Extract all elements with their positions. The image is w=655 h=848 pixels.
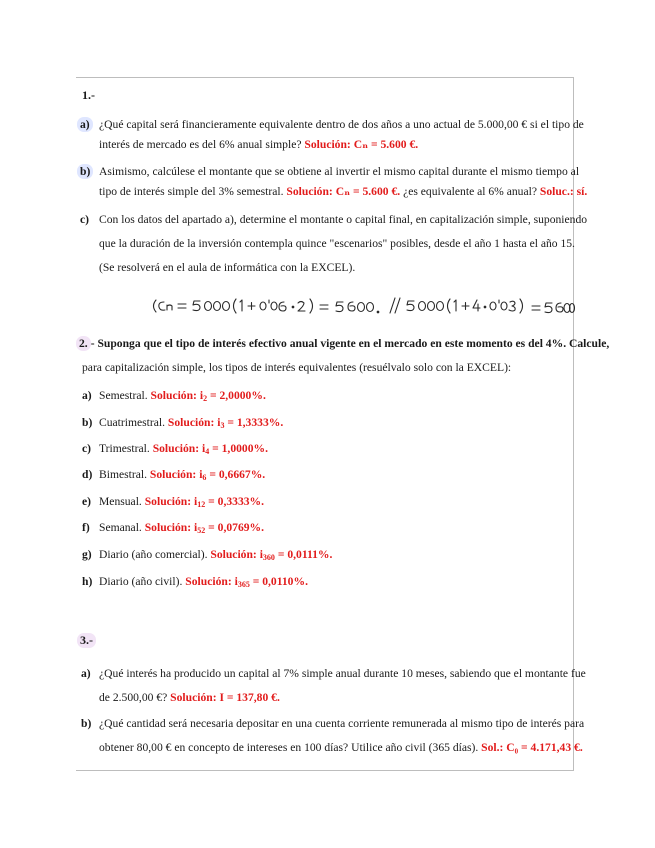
ex1-c-line3: (Se resolverá en el aula de informática con la EXCEL). (99, 261, 356, 274)
ex2-item-solution-label: Solución: (210, 548, 257, 561)
ex1-a-line1: ¿Qué capital será financieramente equivalente dentro de dos años a uno actual de 5.000,00 € si el tipo de (99, 118, 584, 131)
ex2-item-letter: h) (82, 575, 93, 588)
ex3-a-line2 (99, 690, 280, 705)
ex2-item-value: = 0,0110%. (252, 575, 308, 588)
ex2-item-variable: i (194, 495, 198, 508)
ex2-item-letter: g) (82, 548, 92, 561)
ex2-item-value: = 0,0111%. (277, 548, 333, 561)
exercise-2-number: 2. (76, 336, 91, 351)
ex3-b-line1: ¿Qué cantidad será necesaria depositar en una cuenta corriente remunerada al mismo tipo de interés para (99, 717, 585, 730)
ex2-item (82, 415, 283, 433)
ex2-item (82, 388, 266, 406)
ex2-item-value: = 2,0000%. (209, 389, 266, 402)
exercise-3-marker: 3.- (77, 633, 96, 648)
ex2-item-label: Diario (año comercial). (99, 548, 208, 561)
ex1-b-solution: Solución: Cₙ = 5.600 €. (286, 185, 401, 198)
ex1-c-line1: Con los datos del apartado a), determine el montante o capital final, en capitalización simple, suponiendo (99, 213, 588, 226)
ex2-item-value: = 1,3333%. (227, 416, 284, 429)
ex2-intro-text: - Suponga que el tipo de interés efectivo anual vigente en el mercado en este momento es del 4%. Calcule, (90, 337, 610, 350)
ex2-item-solution (151, 389, 266, 402)
ex2-item-variable: i (199, 389, 204, 402)
ex1-a-question-end: interés de mercado es del 6% anual simple? (99, 138, 302, 151)
ex2-item-subscript: 6 (202, 473, 207, 482)
ex2-intro-line1 (79, 336, 609, 351)
ex1-b-question-end: tipo de interés simple del 3% semestral. (99, 185, 284, 198)
ex1-b-line2 (99, 184, 587, 199)
ex3-b-letter: b) (81, 717, 92, 730)
ex1-b-question2: ¿es equivalente al 6% anual? (403, 185, 537, 198)
ex2-item-letter: f) (82, 521, 90, 534)
ex2-item-subscript: 4 (205, 447, 210, 456)
ex2-item-subscript: 2 (203, 394, 208, 403)
ex2-item-label: Cuatrimestral. (99, 416, 166, 429)
ex1-b-line1: Asimismo, calcúlese el montante que se obtiene al invertir el mismo capital durante el mismo tiempo al (99, 165, 580, 178)
ex2-item-value: = 0,0769%. (208, 521, 265, 534)
ex2-item-letter: b) (82, 416, 93, 429)
ex2-item (82, 520, 264, 538)
ex2-item-value: = 1,0000%. (212, 442, 269, 455)
ex3-a-question-end: de 2.500,00 €? (99, 691, 168, 704)
ex3-b-solution: Sol.: C₀ = 4.171,43 €. (481, 741, 583, 754)
ex1-c-line2: que la duración de la inversión contempla quince "escenarios" posibles, desde el año 1 hasta el año 15. (99, 237, 575, 250)
ex2-item-variable: i (217, 416, 221, 429)
ex2-item-subscript: 52 (197, 526, 206, 535)
ex2-item-letter: e) (82, 495, 92, 508)
ex2-item (82, 574, 308, 592)
ex2-item-variable: i (199, 468, 203, 481)
exercise-3-number (80, 633, 96, 648)
ex2-item-solution (153, 442, 268, 455)
ex2-item-letter: d) (82, 468, 93, 481)
ex2-item (82, 547, 332, 565)
ex2-item-variable: i (259, 548, 263, 561)
ex2-item-label: Trimestral. (99, 442, 150, 455)
ex2-item-variable: i (201, 442, 206, 455)
ex3-a-letter: a) (81, 667, 91, 680)
handwritten-calculation (150, 293, 575, 323)
ex2-intro-line2: para capitalización simple, los tipos de interés equivalentes (resuélvalo solo con la EXCEL): (82, 361, 512, 374)
ex2-item-subscript: 360 (262, 553, 275, 562)
ex2-item-solution-label: Solución: (144, 521, 192, 534)
ex2-item-letter: c) (82, 442, 92, 455)
ex2-item-label: Semanal. (99, 521, 142, 534)
ex2-item-subscript: 365 (237, 580, 250, 589)
ex2-item-value: = 0,3333%. (208, 495, 265, 508)
ex2-item (82, 467, 265, 485)
ex2-item-label: Mensual. (99, 495, 142, 508)
ex2-item-subscript: 12 (197, 500, 206, 509)
ex1-c-letter: c) (80, 213, 90, 226)
ex2-item-solution-label: Solución: (185, 575, 232, 588)
ex2-item-solution (150, 468, 265, 481)
ex3-a-line1: ¿Qué interés ha producido un capital al 7% simple anual durante 10 meses, sabiendo que el montante fue (99, 667, 586, 680)
ex3-a-solution: Solución: I = 137,80 €. (170, 691, 280, 704)
ex2-item-variable: i (234, 575, 238, 588)
ex2-item-solution-label: Solución: (150, 389, 197, 402)
ex2-item-solution-label: Solución: (167, 416, 215, 429)
ex1-a-line2 (99, 137, 418, 152)
ex2-item-solution-label: Solución: (152, 442, 200, 455)
ex1-a-letter (80, 117, 93, 132)
exercise-1-number: 1.- (82, 88, 95, 102)
ex2-item-solution-label: Solución: (144, 495, 192, 508)
ex2-item-label: Diario (año civil). (99, 575, 183, 588)
ex2-item-solution (185, 575, 308, 588)
ex2-item-label: Semestral. (99, 389, 148, 402)
ex2-item-solution (145, 495, 264, 508)
ex2-item (82, 441, 268, 459)
ex2-item-label: Bimestral. (99, 468, 147, 481)
ex2-item-solution (210, 548, 332, 561)
ex2-item (82, 494, 264, 512)
ex2-item-value: = 0,6667%. (209, 468, 266, 481)
ex2-item-letter: a) (82, 389, 92, 402)
ex1-a-solution: Solución: Cₙ = 5.600 €. (304, 138, 419, 151)
ex3-b-line2 (99, 740, 583, 755)
ex2-item-solution (145, 521, 264, 534)
ex1-b-letter (80, 164, 93, 179)
ex1-a-marker: a) (77, 117, 93, 132)
ex1-b-marker: b) (77, 164, 93, 179)
ex2-item-variable: i (194, 521, 198, 534)
ex2-item-solution (168, 416, 283, 429)
ex2-item-subscript: 3 (220, 421, 225, 430)
ex3-b-question-end: obtener 80,00 € en concepto de intereses en 100 días? Utilice año civil (365 días). (99, 741, 479, 754)
ex2-item-solution-label: Solución: (149, 468, 197, 481)
ex1-b-solution2: Soluc.: sí. (539, 185, 588, 198)
